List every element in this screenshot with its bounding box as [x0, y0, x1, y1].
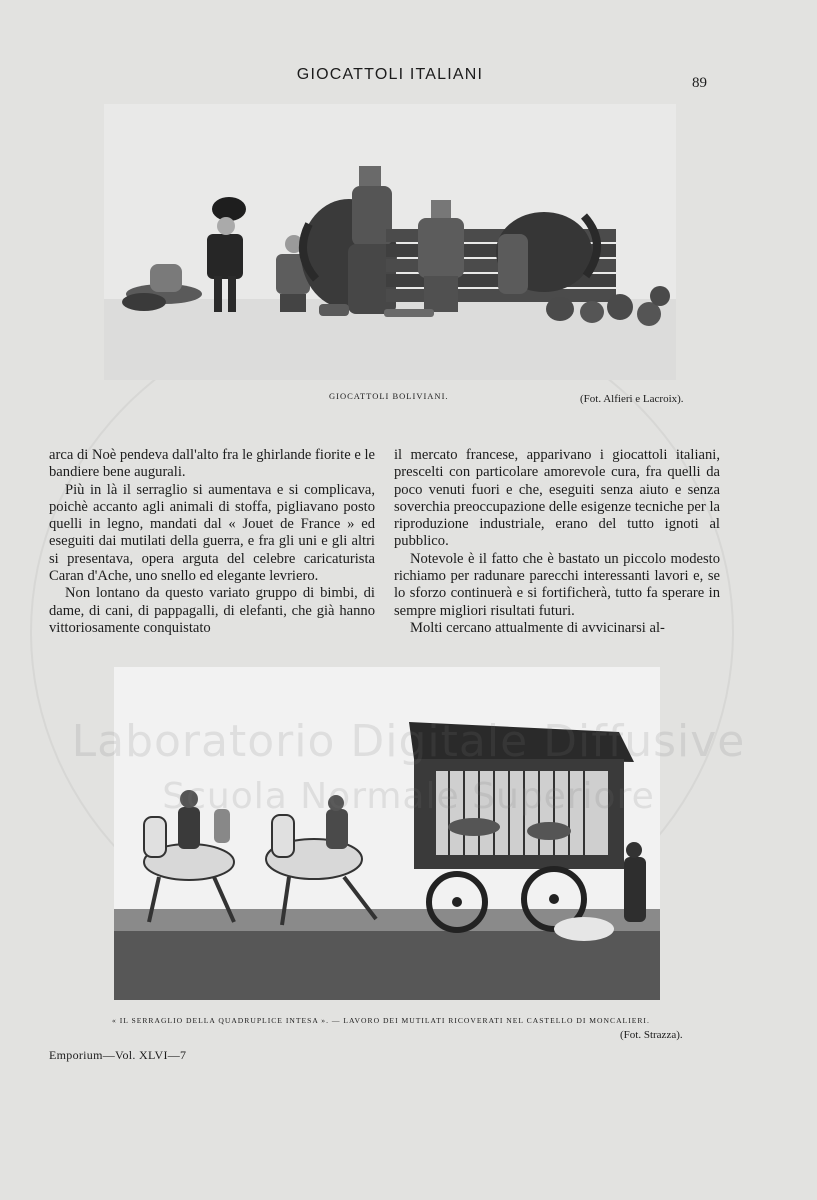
page-footer: Emporium—Vol. XLVI—7 [49, 1048, 187, 1062]
paragraph: arca di Noè pendeva dall'alto fra le ghirlande fiorite e le bandiere bene augurali. [49, 447, 375, 481]
paragraph: il mercato francese, apparivano i giocattoli italiani, prescelti con particolare amorevole cura, fra quelli da poco venuti fuori e che, eseguiti senza aiuto e senza soverchia preoccupazione delle esigenze tecniche per la riproduzione industriale, erano del tutto ignoti al pubblico. [394, 447, 720, 550]
text-column-left [49, 447, 375, 637]
bottom-figure-credit: (Fot. Strazza). [620, 1029, 683, 1041]
photo-bolivian-toys-image [104, 104, 676, 380]
text-column-right [394, 447, 720, 637]
photo-menagerie-wagon [114, 667, 660, 1000]
page-number: 89 [692, 75, 707, 91]
photo-bolivian-toys [104, 104, 676, 380]
top-figure-credit: (Fot. Alfieri e Lacroix). [580, 393, 684, 405]
paragraph: Molti cercano attualmente di avvicinarsi al- [410, 619, 665, 636]
bottom-figure-caption: « IL SERRAGLIO DELLA QUADRUPLICE INTESA ». — LAVORO DEI MUTILATI RICOVERATI NEL CASTELLO DI MONCALIERI. [112, 1016, 650, 1025]
paragraph: Più in là il serraglio si aumentava e si complicava, poichè accanto agli animali di stoffa, pigliavano posto quelli in legno, mandati dal « Jouet de France » ed eseguiti dai mutilati della guerra, e fra gli uni e gli altri si presentava, opera arguta del celebre caricaturista Caran d'Ache, uno snello ed elegante levriero. [49, 481, 375, 585]
top-figure-caption: GIOCATTOLI BOLIVIANI. [329, 391, 449, 401]
photo-menagerie-wagon-image [114, 667, 660, 1000]
running-head-title: GIOCATTOLI ITALIANI [296, 66, 484, 83]
paragraph: Non lontano da questo variato gruppo di bimbi, di dame, di cani, di pappagalli, di elefanti, che già hanno vittoriosamente conquistato [49, 585, 375, 636]
paragraph: Notevole è il fatto che è bastato un piccolo modesto richiamo per radunare parecchi interessanti lavori e, se lo sforzo continuerà e si fortificherà, tutto fa sperare in sempre migliori risultati futuri. [394, 550, 720, 619]
